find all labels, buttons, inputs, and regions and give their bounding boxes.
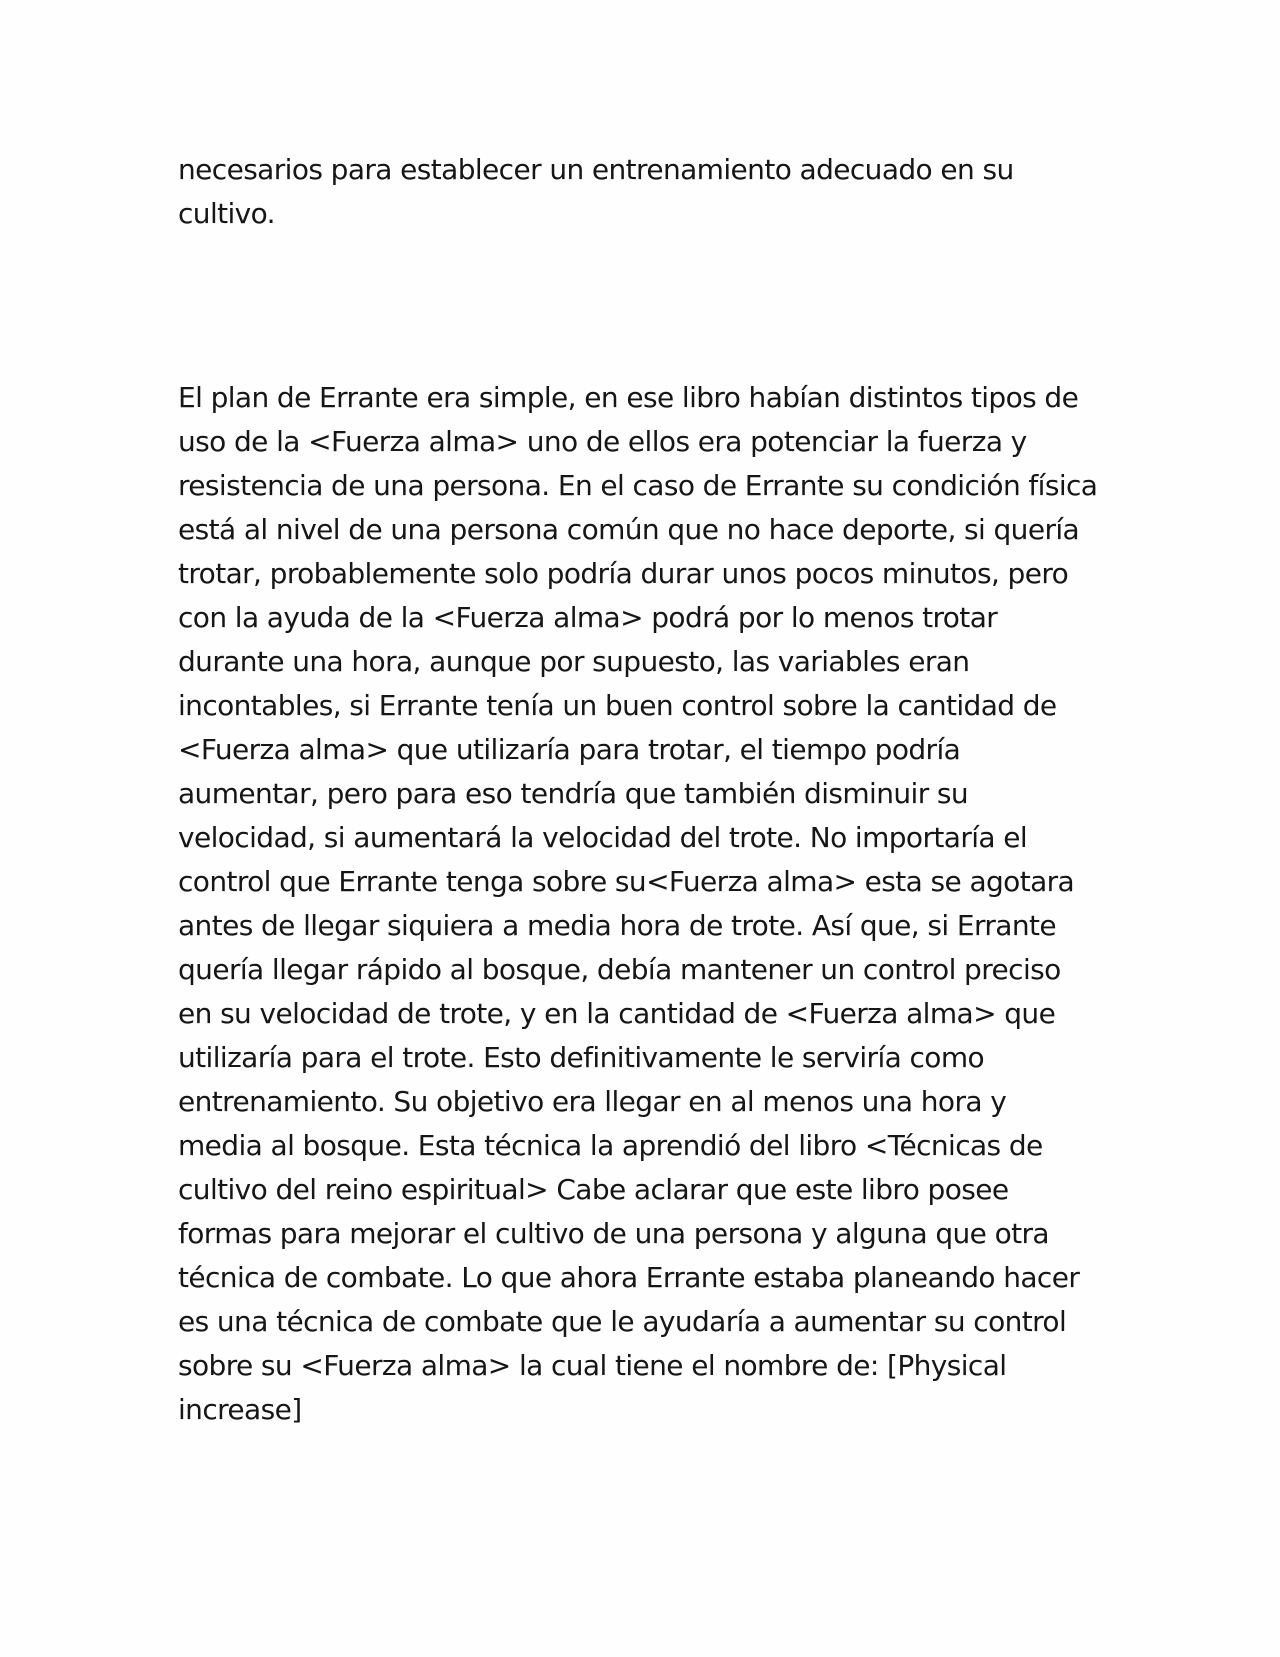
text-line: trotar, probablemente solo podría durar unos pocos minutos, pero (178, 557, 1069, 590)
text-line: necesarios para establecer un entrenamiento adecuado en su (178, 153, 1014, 186)
text-line: formas para mejorar el cultivo de una persona y alguna que otra (178, 1217, 1049, 1250)
text-line: El plan de Errante era simple, en ese libro habían distintos tipos de (178, 381, 1079, 414)
text-line: antes de llegar siquiera a media hora de trote. Así que, si Errante (178, 909, 1056, 942)
text-line: aumentar, pero para eso tendría que también disminuir su (178, 777, 969, 810)
text-line: con la ayuda de la <Fuerza alma> podrá por lo menos trotar (178, 601, 998, 634)
text-line: está al nivel de una persona común que no hace deporte, si quería (178, 513, 1080, 546)
text-line: control que Errante tenga sobre su<Fuerza alma> esta se agotara (178, 865, 1075, 898)
text-line: media al bosque. Esta técnica la aprendió del libro <Técnicas de (178, 1129, 1043, 1162)
text-line: cultivo. (178, 197, 275, 230)
text-line: durante una hora, aunque por supuesto, las variables eran (178, 645, 970, 678)
text-line: cultivo del reino espiritual> Cabe aclarar que este libro posee (178, 1173, 1009, 1206)
text-line: entrenamiento. Su objetivo era llegar en al menos una hora y (178, 1085, 1007, 1118)
text-line: quería llegar rápido al bosque, debía mantener un control preciso (178, 953, 1061, 986)
text-line: incontables, si Errante tenía un buen control sobre la cantidad de (178, 689, 1057, 722)
text-line: uso de la <Fuerza alma> uno de ellos era potenciar la fuerza y (178, 425, 1027, 458)
text-line: técnica de combate. Lo que ahora Errante estaba planeando hacer (178, 1261, 1080, 1294)
text-line: resistencia de una persona. En el caso de Errante su condición física (178, 469, 1098, 502)
text-line: <Fuerza alma> que utilizaría para trotar, el tiempo podría (178, 733, 961, 766)
text-line: es una técnica de combate que le ayudaría a aumentar su control (178, 1305, 1067, 1338)
paragraph-continuation (178, 148, 1098, 236)
text-line: en su velocidad de trote, y en la cantidad de <Fuerza alma> que (178, 997, 1056, 1030)
text-line: velocidad, si aumentará la velocidad del trote. No importaría el (178, 821, 1028, 854)
text-line: utilizaría para el trote. Esto definitivamente le serviría como (178, 1041, 985, 1074)
text-line: sobre su <Fuerza alma> la cual tiene el nombre de: [Physical (178, 1349, 1007, 1382)
text-line: increase] (178, 1393, 302, 1426)
paragraph-main (178, 376, 1098, 1432)
